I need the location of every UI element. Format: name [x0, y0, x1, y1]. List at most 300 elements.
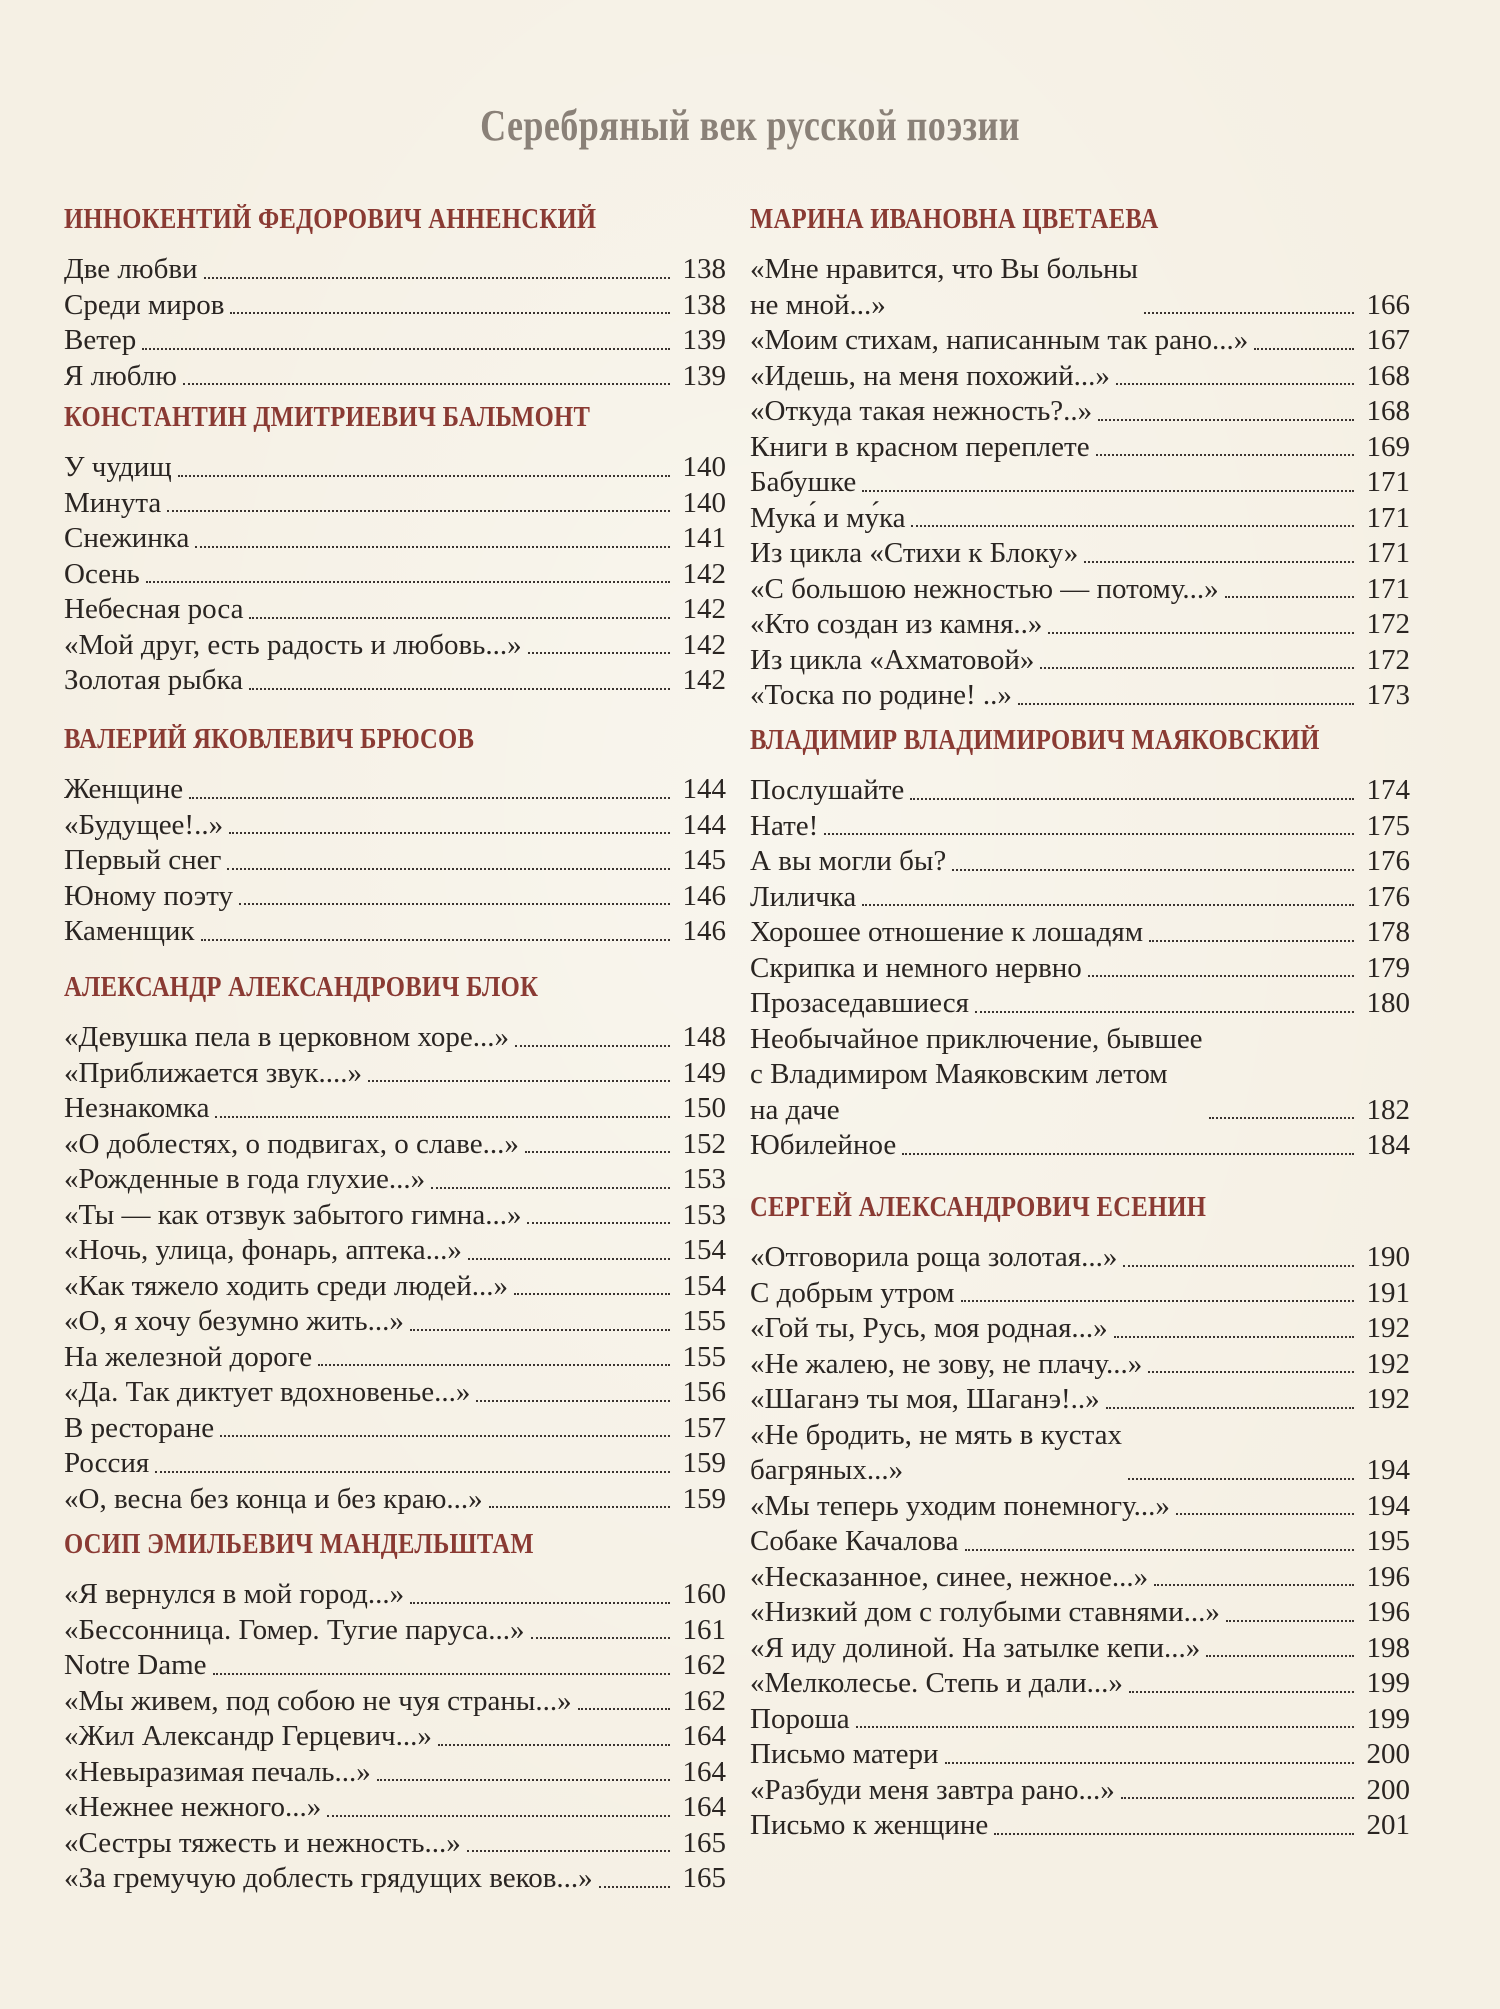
page-number: 139: [682, 359, 726, 392]
poem-title: Две любви: [64, 253, 198, 285]
poem-title: Первый снег: [64, 844, 222, 876]
poem-list: [750, 252, 1410, 714]
page-number: 144: [682, 773, 726, 805]
poem-title: «Шаганэ ты моя, Шаганэ!..»: [750, 1383, 1100, 1415]
page-number: 171: [1366, 466, 1410, 498]
toc-section: [64, 1527, 726, 1897]
page-number: 138: [682, 253, 726, 285]
page-number: 191: [1366, 1276, 1410, 1309]
author-heading: КОНСТАНТИН ДМИТРИЕВИЧ БАЛЬМОНТ: [64, 402, 591, 433]
page-number: 140: [682, 486, 726, 519]
toc-entry: [64, 808, 726, 844]
page-number: 165: [682, 1862, 726, 1894]
dot-leader: [1225, 596, 1354, 598]
dot-leader: [1114, 1336, 1354, 1338]
page-number: 195: [1366, 1525, 1410, 1557]
dot-leader: [527, 1222, 670, 1224]
dot-leader: [1209, 1117, 1354, 1119]
page-number: 173: [1366, 679, 1410, 711]
toc-entry: [750, 809, 1410, 845]
toc-entry: [64, 323, 726, 359]
page-number: 192: [1366, 1383, 1410, 1415]
toc-entry: [64, 557, 726, 593]
poem-title: «Кто создан из камня..»: [750, 608, 1043, 640]
poem-title: «Ты — как отзвук забытого гимна...»: [64, 1198, 522, 1231]
page-number: 161: [682, 1613, 726, 1646]
poem-title: «Мне нравится, что Вы больны не мной...»: [750, 253, 1139, 321]
toc-entry: [750, 986, 1410, 1022]
page-number: 164: [682, 1791, 726, 1823]
page-number: 168: [1366, 395, 1410, 427]
toc-entry: [750, 1382, 1410, 1418]
toc-entry: [64, 1375, 726, 1411]
page-number: 138: [682, 288, 726, 321]
toc-entry: [64, 1826, 726, 1862]
dot-leader: [227, 868, 670, 870]
page-title: Серебряный век русской поэзии: [480, 101, 1020, 150]
poem-list: [750, 1240, 1410, 1844]
toc-entry: [64, 772, 726, 808]
dot-leader: [489, 1506, 670, 1508]
poem-list: [64, 252, 726, 394]
poem-title: Я люблю: [64, 359, 177, 392]
dot-leader: [1148, 1371, 1354, 1373]
toc-entry: [750, 1631, 1410, 1667]
toc-section: [64, 202, 726, 394]
poem-title: «Я иду долиной. На затылке кепи...»: [750, 1631, 1201, 1664]
page-number: 180: [1366, 987, 1410, 1019]
poem-title: Нате!: [750, 809, 819, 842]
author-heading: ОСИП ЭМИЛЬЕВИЧ МАНДЕЛЬШТАМ: [64, 1529, 534, 1560]
toc-entry: [750, 1128, 1410, 1164]
page-number: 152: [682, 1127, 726, 1160]
toc-entry: [64, 450, 726, 486]
page-number: 171: [1366, 501, 1410, 534]
poem-title: «Ночь, улица, фонарь, аптека...»: [64, 1234, 462, 1266]
poem-title: У чудищ: [64, 451, 172, 483]
poem-title: Послушайте: [750, 774, 905, 806]
toc-section: [750, 723, 1410, 1164]
dot-leader: [1149, 940, 1354, 942]
dot-leader: [1018, 703, 1354, 705]
toc-entry: [64, 1613, 726, 1649]
poem-title: «С большою нежностью — потому...»: [750, 572, 1219, 605]
toc-entry: [750, 1595, 1410, 1631]
poem-title: Женщине: [64, 773, 184, 805]
page-number: 139: [682, 324, 726, 356]
dot-leader: [1176, 1513, 1354, 1515]
poem-title: Мука́ и му́ка: [750, 501, 906, 534]
toc-entry: [750, 1240, 1410, 1276]
page-number: 196: [1366, 1596, 1410, 1628]
page-number: 153: [682, 1198, 726, 1231]
dot-leader: [1096, 454, 1354, 456]
poem-title: Письмо к женщине: [750, 1809, 989, 1841]
poem-title: «За гремучую доблесть грядущих веков...»: [64, 1862, 593, 1894]
page-number: 159: [682, 1447, 726, 1479]
dot-leader: [189, 797, 670, 799]
poem-title: «Я вернулся в мой город...»: [64, 1578, 405, 1610]
dot-leader: [410, 1329, 670, 1331]
poem-title: «Гой ты, Русь, моя родная...»: [750, 1312, 1108, 1344]
dot-leader: [578, 1708, 670, 1710]
dot-leader: [167, 510, 670, 512]
page-number: 162: [682, 1684, 726, 1717]
toc-entry: [64, 1020, 726, 1056]
poem-list: [64, 450, 726, 699]
page-number: 167: [1366, 324, 1410, 356]
page-number: 155: [682, 1305, 726, 1337]
page-number: 154: [682, 1269, 726, 1302]
toc-section: [64, 400, 726, 699]
page-number: 190: [1366, 1241, 1410, 1273]
dot-leader: [1121, 1797, 1354, 1799]
toc-entry: [64, 1446, 726, 1482]
toc-entry: [64, 288, 726, 324]
page-number: 192: [1366, 1347, 1410, 1380]
dot-leader: [410, 1602, 670, 1604]
toc-entry: [750, 1737, 1410, 1773]
poem-title: «Будущее!..»: [64, 808, 224, 841]
poem-title: Юбилейное: [750, 1129, 897, 1161]
toc-entry: [64, 486, 726, 522]
page-number: 144: [682, 808, 726, 841]
poem-title: «О доблестях, о подвигах, о славе...»: [64, 1127, 519, 1160]
dot-leader: [468, 1258, 670, 1260]
toc-entry: [750, 1276, 1410, 1312]
dot-leader: [994, 1833, 1354, 1835]
dot-leader: [249, 617, 670, 619]
dot-leader: [377, 1779, 670, 1781]
toc-entry: [64, 1684, 726, 1720]
poem-title: Каменщик: [64, 915, 195, 947]
poem-title: Небесная роса: [64, 593, 244, 625]
dot-leader: [515, 1045, 670, 1047]
dot-leader: [1106, 1407, 1354, 1409]
page-number: 192: [1366, 1312, 1410, 1344]
page-number: 172: [1366, 643, 1410, 676]
poem-title: «Да. Так диктует вдохновенье...»: [64, 1376, 471, 1408]
toc-entry: [750, 643, 1410, 679]
page-number: 148: [682, 1021, 726, 1053]
dot-leader: [965, 1549, 1355, 1551]
dot-leader: [249, 688, 670, 690]
toc-entry: [64, 1719, 726, 1755]
page-number: 175: [1366, 809, 1410, 842]
page-number: 141: [682, 522, 726, 554]
page-number: 199: [1366, 1667, 1410, 1699]
dot-leader: [183, 383, 670, 385]
dot-leader: [318, 1364, 670, 1366]
poem-title: Золотая рыбка: [64, 664, 243, 696]
toc-entry: [64, 914, 726, 950]
poem-title: Собаке Качалова: [750, 1525, 959, 1557]
poem-title: «Идешь, на меня похожий...»: [750, 359, 1110, 392]
toc-entry: [64, 1577, 726, 1613]
page-number: 150: [682, 1092, 726, 1124]
page-number: 145: [682, 844, 726, 876]
page-number: 154: [682, 1234, 726, 1266]
poem-list: [750, 773, 1410, 1164]
toc-entry: [750, 430, 1410, 466]
page-number: 153: [682, 1163, 726, 1195]
toc-section: [750, 202, 1410, 714]
toc-entry: [64, 1091, 726, 1127]
dot-leader: [1098, 419, 1354, 421]
page-number: 201: [1366, 1809, 1410, 1841]
toc-section: [750, 1190, 1410, 1844]
page-number: 176: [1366, 845, 1410, 877]
poem-title: А вы могли бы?: [750, 845, 947, 877]
toc-entry: [750, 1524, 1410, 1560]
dot-leader: [368, 1080, 670, 1082]
page-number: 164: [682, 1720, 726, 1752]
toc-entry: [64, 1411, 726, 1447]
page-number: 171: [1366, 537, 1410, 569]
poem-title: Книги в красном переплете: [750, 430, 1090, 463]
poem-title: Россия: [64, 1447, 150, 1479]
dot-leader: [531, 1637, 671, 1639]
page-number: 169: [1366, 430, 1410, 463]
poem-title: «Мелколесье. Степь и дали...»: [750, 1667, 1123, 1699]
dot-leader: [599, 1886, 670, 1888]
dot-leader: [514, 1293, 670, 1295]
page-number: 159: [682, 1482, 726, 1515]
toc-entry: [64, 1127, 726, 1163]
toc-entry: [64, 1162, 726, 1198]
dot-leader: [476, 1400, 670, 1402]
toc-entry: [750, 1560, 1410, 1596]
poem-title: Хорошее отношение к лошадям: [750, 916, 1144, 948]
toc-entry: [64, 252, 726, 288]
dot-leader: [961, 1300, 1354, 1302]
author-heading: СЕРГЕЙ АЛЕКСАНДРОВИЧ ЕСЕНИН: [750, 1192, 1207, 1223]
dot-leader: [230, 312, 670, 314]
dot-leader: [1084, 561, 1354, 563]
toc-entry: [750, 844, 1410, 880]
toc-entry: [750, 323, 1410, 359]
page-number: 140: [682, 451, 726, 483]
poem-title: Пороша: [750, 1702, 850, 1735]
page-number: 171: [1366, 572, 1410, 605]
poem-title: «Разбуди меня завтра рано...»: [750, 1773, 1115, 1806]
toc-entry: [750, 880, 1410, 916]
dot-leader: [975, 1011, 1354, 1013]
toc-entry: [750, 1666, 1410, 1702]
poem-title: «Девушка пела в церковном хоре...»: [64, 1021, 510, 1053]
page-number: 172: [1366, 608, 1410, 640]
poem-title: «Мой друг, есть радость и любовь...»: [64, 628, 522, 661]
page-number: 174: [1366, 774, 1410, 806]
poem-title: «О, весна без конца и без краю...»: [64, 1482, 483, 1515]
page-number: 194: [1366, 1454, 1410, 1486]
dot-leader: [525, 1151, 670, 1153]
dot-leader: [438, 1744, 670, 1746]
dot-leader: [239, 903, 670, 905]
author-heading: ИННОКЕНТИЙ ФЕДОРОВИЧ АННЕНСКИЙ: [64, 204, 597, 235]
poem-title: «О, я хочу безумно жить...»: [64, 1305, 404, 1337]
poem-list: [64, 772, 726, 950]
page-number: 199: [1366, 1702, 1410, 1735]
toc-entry: [64, 628, 726, 664]
dot-leader: [1116, 383, 1354, 385]
toc-entry: [750, 359, 1410, 395]
page-number: 142: [682, 593, 726, 625]
dot-leader: [911, 525, 1354, 527]
toc-entry: [750, 465, 1410, 501]
page-number: 194: [1366, 1489, 1410, 1522]
poem-title: «Несказанное, синее, нежное...»: [750, 1560, 1149, 1593]
page-number: 198: [1366, 1631, 1410, 1664]
dot-leader: [824, 833, 1354, 835]
poem-title: Ветер: [64, 324, 137, 356]
dot-leader: [862, 904, 1354, 906]
toc-entry: [750, 1808, 1410, 1844]
dot-leader: [155, 1471, 670, 1473]
dot-leader: [1128, 1478, 1354, 1480]
page-number: 184: [1366, 1129, 1410, 1161]
dot-leader: [178, 475, 670, 477]
poem-title: «Как тяжело ходить среди людей...»: [64, 1269, 508, 1302]
dot-leader: [1254, 348, 1354, 350]
poem-title: «Низкий дом с голубыми ставнями...»: [750, 1596, 1220, 1628]
page-number: 164: [682, 1755, 726, 1788]
poem-title: Из цикла «Ахматовой»: [750, 643, 1035, 676]
poem-title: «Не бродить, не мять в кустах багряных...»: [750, 1418, 1123, 1486]
dot-leader: [213, 1673, 670, 1675]
page-number: 155: [682, 1340, 726, 1373]
toc-entry: [750, 773, 1410, 809]
toc-entry: [64, 1056, 726, 1092]
toc-entry: [64, 1648, 726, 1684]
page-number: 176: [1366, 880, 1410, 913]
dot-leader: [1040, 667, 1354, 669]
toc-entry: [750, 536, 1410, 572]
poem-title: Лиличка: [750, 880, 857, 913]
dot-leader: [945, 1762, 1355, 1764]
author-heading: ВАЛЕРИЙ ЯКОВЛЕВИЧ БРЮСОВ: [64, 724, 475, 755]
dot-leader: [902, 1153, 1354, 1155]
toc-entry: [750, 1311, 1410, 1347]
dot-leader: [952, 869, 1354, 871]
dot-leader: [856, 1726, 1354, 1728]
toc-entry: [750, 1773, 1410, 1809]
toc-entry: [64, 1233, 726, 1269]
dot-leader: [229, 832, 670, 834]
toc-entry: [64, 1755, 726, 1791]
toc-entry: [64, 1269, 726, 1305]
dot-leader: [1123, 1265, 1354, 1267]
poem-title: «Моим стихам, написанным так рано...»: [750, 324, 1249, 356]
dot-leader: [467, 1850, 670, 1852]
dot-leader: [220, 1435, 670, 1437]
toc-entry: [64, 592, 726, 628]
poem-title: Юному поэту: [64, 879, 233, 912]
poem-title: Из цикла «Стихи к Блоку»: [750, 537, 1079, 569]
page-number: 162: [682, 1649, 726, 1681]
page-number: 142: [682, 628, 726, 661]
toc-entry: [64, 1304, 726, 1340]
dot-leader: [1226, 1620, 1354, 1622]
poem-title: «Мы теперь уходим понемногу...»: [750, 1489, 1170, 1522]
page-number: 146: [682, 879, 726, 912]
toc-entry: [750, 1022, 1410, 1129]
dot-leader: [528, 652, 670, 654]
toc-entry: [64, 1340, 726, 1376]
toc-entry: [750, 252, 1410, 323]
toc-entry: [750, 1347, 1410, 1383]
poem-title: Notre Dame: [64, 1649, 207, 1681]
poem-title: С добрым утром: [750, 1276, 955, 1309]
dot-leader: [1088, 975, 1354, 977]
poem-title: Осень: [64, 557, 140, 590]
toc-entry: [750, 951, 1410, 987]
page-number: 146: [682, 915, 726, 947]
dot-leader: [195, 546, 670, 548]
page-number: 149: [682, 1056, 726, 1089]
toc-entry: [750, 915, 1410, 951]
page-number: 179: [1366, 951, 1410, 984]
author-heading: АЛЕКСАНДР АЛЕКСАНДРОВИЧ БЛОК: [64, 972, 539, 1003]
page-number: 196: [1366, 1560, 1410, 1593]
poem-title: Среди миров: [64, 288, 225, 321]
dot-leader: [146, 581, 670, 583]
page-number: 178: [1366, 916, 1410, 948]
toc-entry: [64, 1861, 726, 1897]
poem-title: «Сестры тяжесть и нежность...»: [64, 1826, 461, 1859]
poem-title: «Не жалею, не зову, не плачу...»: [750, 1347, 1143, 1380]
dot-leader: [327, 1815, 670, 1817]
toc-section: [64, 722, 726, 950]
poem-title: В ресторане: [64, 1411, 215, 1444]
poem-title: Минута: [64, 486, 162, 519]
page-number: 168: [1366, 359, 1410, 392]
poem-title: «Мы живем, под собою не чуя страны...»: [64, 1684, 572, 1717]
toc-entry: [64, 1198, 726, 1234]
toc-entry: [750, 501, 1410, 537]
poem-title: «Отговорила роща золотая...»: [750, 1241, 1118, 1273]
toc-section: [64, 970, 726, 1517]
author-heading: МАРИНА ИВАНОВНА ЦВЕТАЕВА: [750, 204, 1159, 235]
toc-entry: [750, 1418, 1410, 1489]
toc-entry: [64, 879, 726, 915]
poem-title: Необычайное приключение, бывшее с Владимиром Маяковским летом на даче: [750, 1022, 1203, 1126]
toc-entry: [750, 572, 1410, 608]
poem-title: «Нежнее нежного...»: [64, 1791, 322, 1823]
toc-entry: [750, 678, 1410, 714]
page-number: 156: [682, 1376, 726, 1408]
toc-entry: [750, 1702, 1410, 1738]
dot-leader: [431, 1187, 670, 1189]
dot-leader: [204, 277, 670, 279]
page-number: 160: [682, 1578, 726, 1610]
toc-entry: [64, 1482, 726, 1518]
dot-leader: [862, 490, 1354, 492]
poem-title: «Приближается звук....»: [64, 1056, 363, 1089]
poem-title: «Откуда такая нежность?..»: [750, 395, 1093, 427]
poem-title: Бабушке: [750, 466, 857, 498]
poem-title: «Рожденные в года глухие...»: [64, 1163, 426, 1195]
poem-title: На железной дороге: [64, 1340, 313, 1373]
page-number: 142: [682, 664, 726, 696]
dot-leader: [1154, 1584, 1354, 1586]
page-number: 200: [1366, 1773, 1410, 1806]
page-number: 142: [682, 557, 726, 590]
dot-leader: [215, 1116, 670, 1118]
poem-title: «Невыразимая печаль...»: [64, 1755, 371, 1788]
toc-entry: [64, 843, 726, 879]
poem-title: Снежинка: [64, 522, 190, 554]
